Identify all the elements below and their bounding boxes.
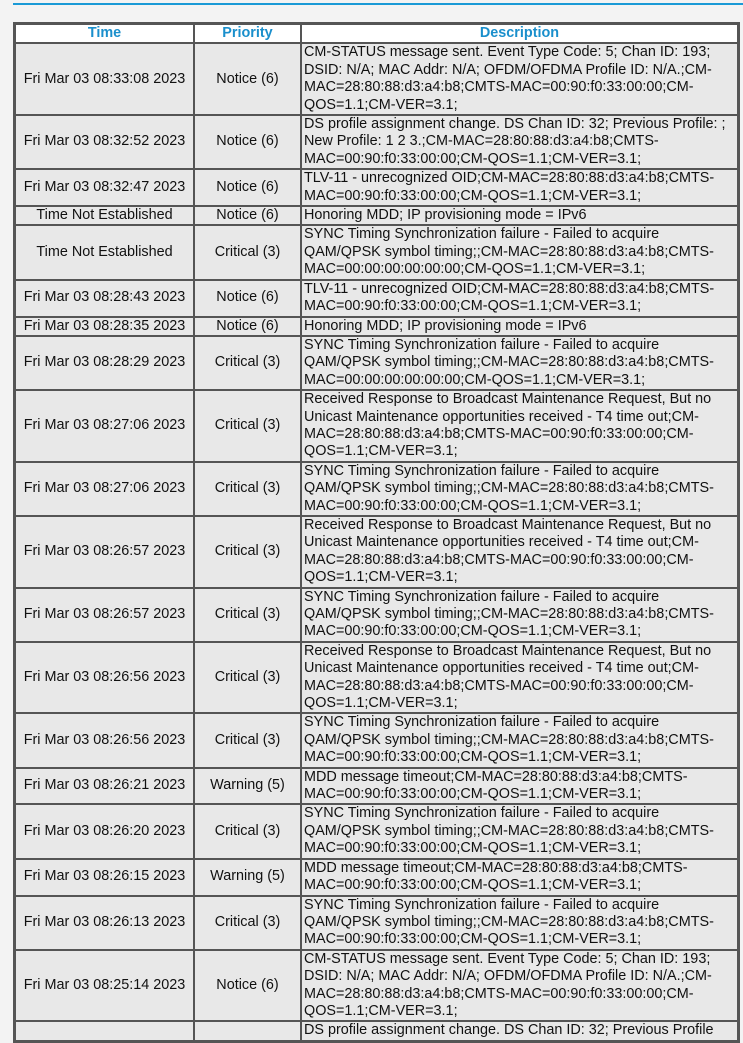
row-priority: Critical (3) (194, 225, 301, 279)
row-priority: Notice (6) (194, 43, 301, 115)
table-row (15, 896, 738, 950)
row-priority: Critical (3) (194, 516, 301, 588)
row-description: SYNC Timing Synchronization failure - Failed to acquire QAM/QPSK symbol timing;;CM-MAC=28:80:88:d3:a4:b8;CMTS- MAC=00:90:f0:33:00:00;CM-QOS=1.1;CM-VER=3.1; (301, 588, 738, 642)
row-priority: Critical (3) (194, 336, 301, 390)
column-header-description: Description (301, 24, 738, 43)
row-time: Time Not Established (15, 225, 194, 279)
row-time: Fri Mar 03 08:33:08 2023 (15, 43, 194, 115)
row-time: Fri Mar 03 08:26:56 2023 (15, 642, 194, 714)
row-priority: Critical (3) (194, 713, 301, 767)
row-time: Fri Mar 03 08:26:57 2023 (15, 516, 194, 588)
table-row (15, 516, 738, 588)
row-description: MDD message timeout;CM-MAC=28:80:88:d3:a4:b8;CMTS- MAC=00:90:f0:33:00:00;CM-QOS=1.1;CM-VER=3.1; (301, 768, 738, 805)
row-time: Fri Mar 03 08:28:43 2023 (15, 280, 194, 317)
row-priority: Critical (3) (194, 896, 301, 950)
row-description: Received Response to Broadcast Maintenance Request, But no Unicast Maintenance opportunities received - T4 time out;CM- MAC=28:80:88:d3:a4:b8;CMTS-MAC=00:90:f0:33:00:00;CM- QOS=1.1;CM-VER=3.1; (301, 642, 738, 714)
table-header-row (15, 24, 738, 43)
row-time: Fri Mar 03 08:26:57 2023 (15, 588, 194, 642)
row-description: CM-STATUS message sent. Event Type Code: 5; Chan ID: 193; DSID: N/A; MAC Addr: N/A; OFDM/OFDMA Profile ID: N/A.;CM- MAC=28:80:88:d3:a4:b8;CMTS-MAC=00:90:f0:33:00:00;CM- QOS=1.1;CM-VER=3.1; (301, 950, 738, 1022)
table-row (15, 804, 738, 858)
row-priority (194, 1021, 301, 1040)
row-time: Fri Mar 03 08:26:13 2023 (15, 896, 194, 950)
row-priority: Warning (5) (194, 859, 301, 896)
table-row (15, 950, 738, 1022)
row-priority: Warning (5) (194, 768, 301, 805)
table-row (15, 115, 738, 169)
table-row (15, 280, 738, 317)
row-description: SYNC Timing Synchronization failure - Failed to acquire QAM/QPSK symbol timing;;CM-MAC=28:80:88:d3:a4:b8;CMTS- MAC=00:90:f0:33:00:00;CM-QOS=1.1;CM-VER=3.1; (301, 896, 738, 950)
table-row (15, 43, 738, 115)
row-description: SYNC Timing Synchronization failure - Failed to acquire QAM/QPSK symbol timing;;CM-MAC=28:80:88:d3:a4:b8;CMTS- MAC=00:90:f0:33:00:00;CM-QOS=1.1;CM-VER=3.1; (301, 462, 738, 516)
row-time: Fri Mar 03 08:28:29 2023 (15, 336, 194, 390)
row-description: Received Response to Broadcast Maintenance Request, But no Unicast Maintenance opportunities received - T4 time out;CM- MAC=28:80:88:d3:a4:b8;CMTS-MAC=00:90:f0:33:00:00;CM- QOS=1.1;CM-VER=3.1; (301, 390, 738, 462)
event-log-table (13, 22, 740, 1043)
row-priority: Critical (3) (194, 588, 301, 642)
table-row (15, 859, 738, 896)
row-description: SYNC Timing Synchronization failure - Failed to acquire QAM/QPSK symbol timing;;CM-MAC=28:80:88:d3:a4:b8;CMTS- MAC=00:90:f0:33:00:00;CM-QOS=1.1;CM-VER=3.1; (301, 713, 738, 767)
table-row (15, 317, 738, 336)
row-time: Fri Mar 03 08:32:52 2023 (15, 115, 194, 169)
row-description: DS profile assignment change. DS Chan ID: 32; Previous Profile: ; New Profile: 1 2 3.;CM-MAC=28:80:88:d3:a4:b8;CMTS- MAC=00:90:f0:33:00:00;CM-QOS=1.1;CM-VER=3.1; (301, 115, 738, 169)
header-divider (13, 3, 743, 5)
row-priority: Critical (3) (194, 804, 301, 858)
column-header-time: Time (15, 24, 194, 43)
row-time: Fri Mar 03 08:28:35 2023 (15, 317, 194, 336)
table-row (15, 768, 738, 805)
row-description: TLV-11 - unrecognized OID;CM-MAC=28:80:88:d3:a4:b8;CMTS- MAC=00:90:f0:33:00:00;CM-QOS=1.1;CM-VER=3.1; (301, 169, 738, 206)
table-row (15, 336, 738, 390)
table-row (15, 462, 738, 516)
row-priority: Notice (6) (194, 115, 301, 169)
row-time: Fri Mar 03 08:27:06 2023 (15, 390, 194, 462)
row-priority: Critical (3) (194, 462, 301, 516)
row-priority: Critical (3) (194, 390, 301, 462)
row-description: MDD message timeout;CM-MAC=28:80:88:d3:a4:b8;CMTS- MAC=00:90:f0:33:00:00;CM-QOS=1.1;CM-VER=3.1; (301, 859, 738, 896)
table-row (15, 642, 738, 714)
row-description: Honoring MDD; IP provisioning mode = IPv6 (301, 206, 738, 225)
row-priority: Notice (6) (194, 317, 301, 336)
row-description: SYNC Timing Synchronization failure - Failed to acquire QAM/QPSK symbol timing;;CM-MAC=28:80:88:d3:a4:b8;CMTS- MAC=00:00:00:00:00:00;CM-QOS=1.1;CM-VER=3.1; (301, 336, 738, 390)
row-time: Fri Mar 03 08:25:14 2023 (15, 950, 194, 1022)
row-time: Fri Mar 03 08:26:20 2023 (15, 804, 194, 858)
row-priority: Notice (6) (194, 280, 301, 317)
row-time: Fri Mar 03 08:26:15 2023 (15, 859, 194, 896)
row-time: Fri Mar 03 08:26:21 2023 (15, 768, 194, 805)
row-description: Received Response to Broadcast Maintenance Request, But no Unicast Maintenance opportunities received - T4 time out;CM- MAC=28:80:88:d3:a4:b8;CMTS-MAC=00:90:f0:33:00:00;CM- QOS=1.1;CM-VER=3.1; (301, 516, 738, 588)
table-row (15, 206, 738, 225)
row-time: Fri Mar 03 08:26:56 2023 (15, 713, 194, 767)
row-description: SYNC Timing Synchronization failure - Failed to acquire QAM/QPSK symbol timing;;CM-MAC=28:80:88:d3:a4:b8;CMTS- MAC=00:90:f0:33:00:00;CM-QOS=1.1;CM-VER=3.1; (301, 804, 738, 858)
row-time (15, 1021, 194, 1040)
table-row (15, 713, 738, 767)
table-row (15, 390, 738, 462)
row-time: Time Not Established (15, 206, 194, 225)
table-row (15, 225, 738, 279)
row-description: Honoring MDD; IP provisioning mode = IPv6 (301, 317, 738, 336)
row-description: SYNC Timing Synchronization failure - Failed to acquire QAM/QPSK symbol timing;;CM-MAC=28:80:88:d3:a4:b8;CMTS- MAC=00:00:00:00:00:00;CM-QOS=1.1;CM-VER=3.1; (301, 225, 738, 279)
row-priority: Notice (6) (194, 206, 301, 225)
row-description: TLV-11 - unrecognized OID;CM-MAC=28:80:88:d3:a4:b8;CMTS- MAC=00:90:f0:33:00:00;CM-QOS=1.1;CM-VER=3.1; (301, 280, 738, 317)
row-priority: Critical (3) (194, 642, 301, 714)
table-row (15, 169, 738, 206)
row-description: CM-STATUS message sent. Event Type Code: 5; Chan ID: 193; DSID: N/A; MAC Addr: N/A; OFDM/OFDMA Profile ID: N/A.;CM- MAC=28:80:88:d3:a4:b8;CMTS-MAC=00:90:f0:33:00:00;CM- QOS=1.1;CM-VER=3.1; (301, 43, 738, 115)
column-header-priority: Priority (194, 24, 301, 43)
row-priority: Notice (6) (194, 950, 301, 1022)
row-priority: Notice (6) (194, 169, 301, 206)
table-row (15, 1021, 738, 1040)
row-time: Fri Mar 03 08:32:47 2023 (15, 169, 194, 206)
row-time: Fri Mar 03 08:27:06 2023 (15, 462, 194, 516)
row-description: DS profile assignment change. DS Chan ID: 32; Previous Profile (301, 1021, 738, 1040)
table-row (15, 588, 738, 642)
